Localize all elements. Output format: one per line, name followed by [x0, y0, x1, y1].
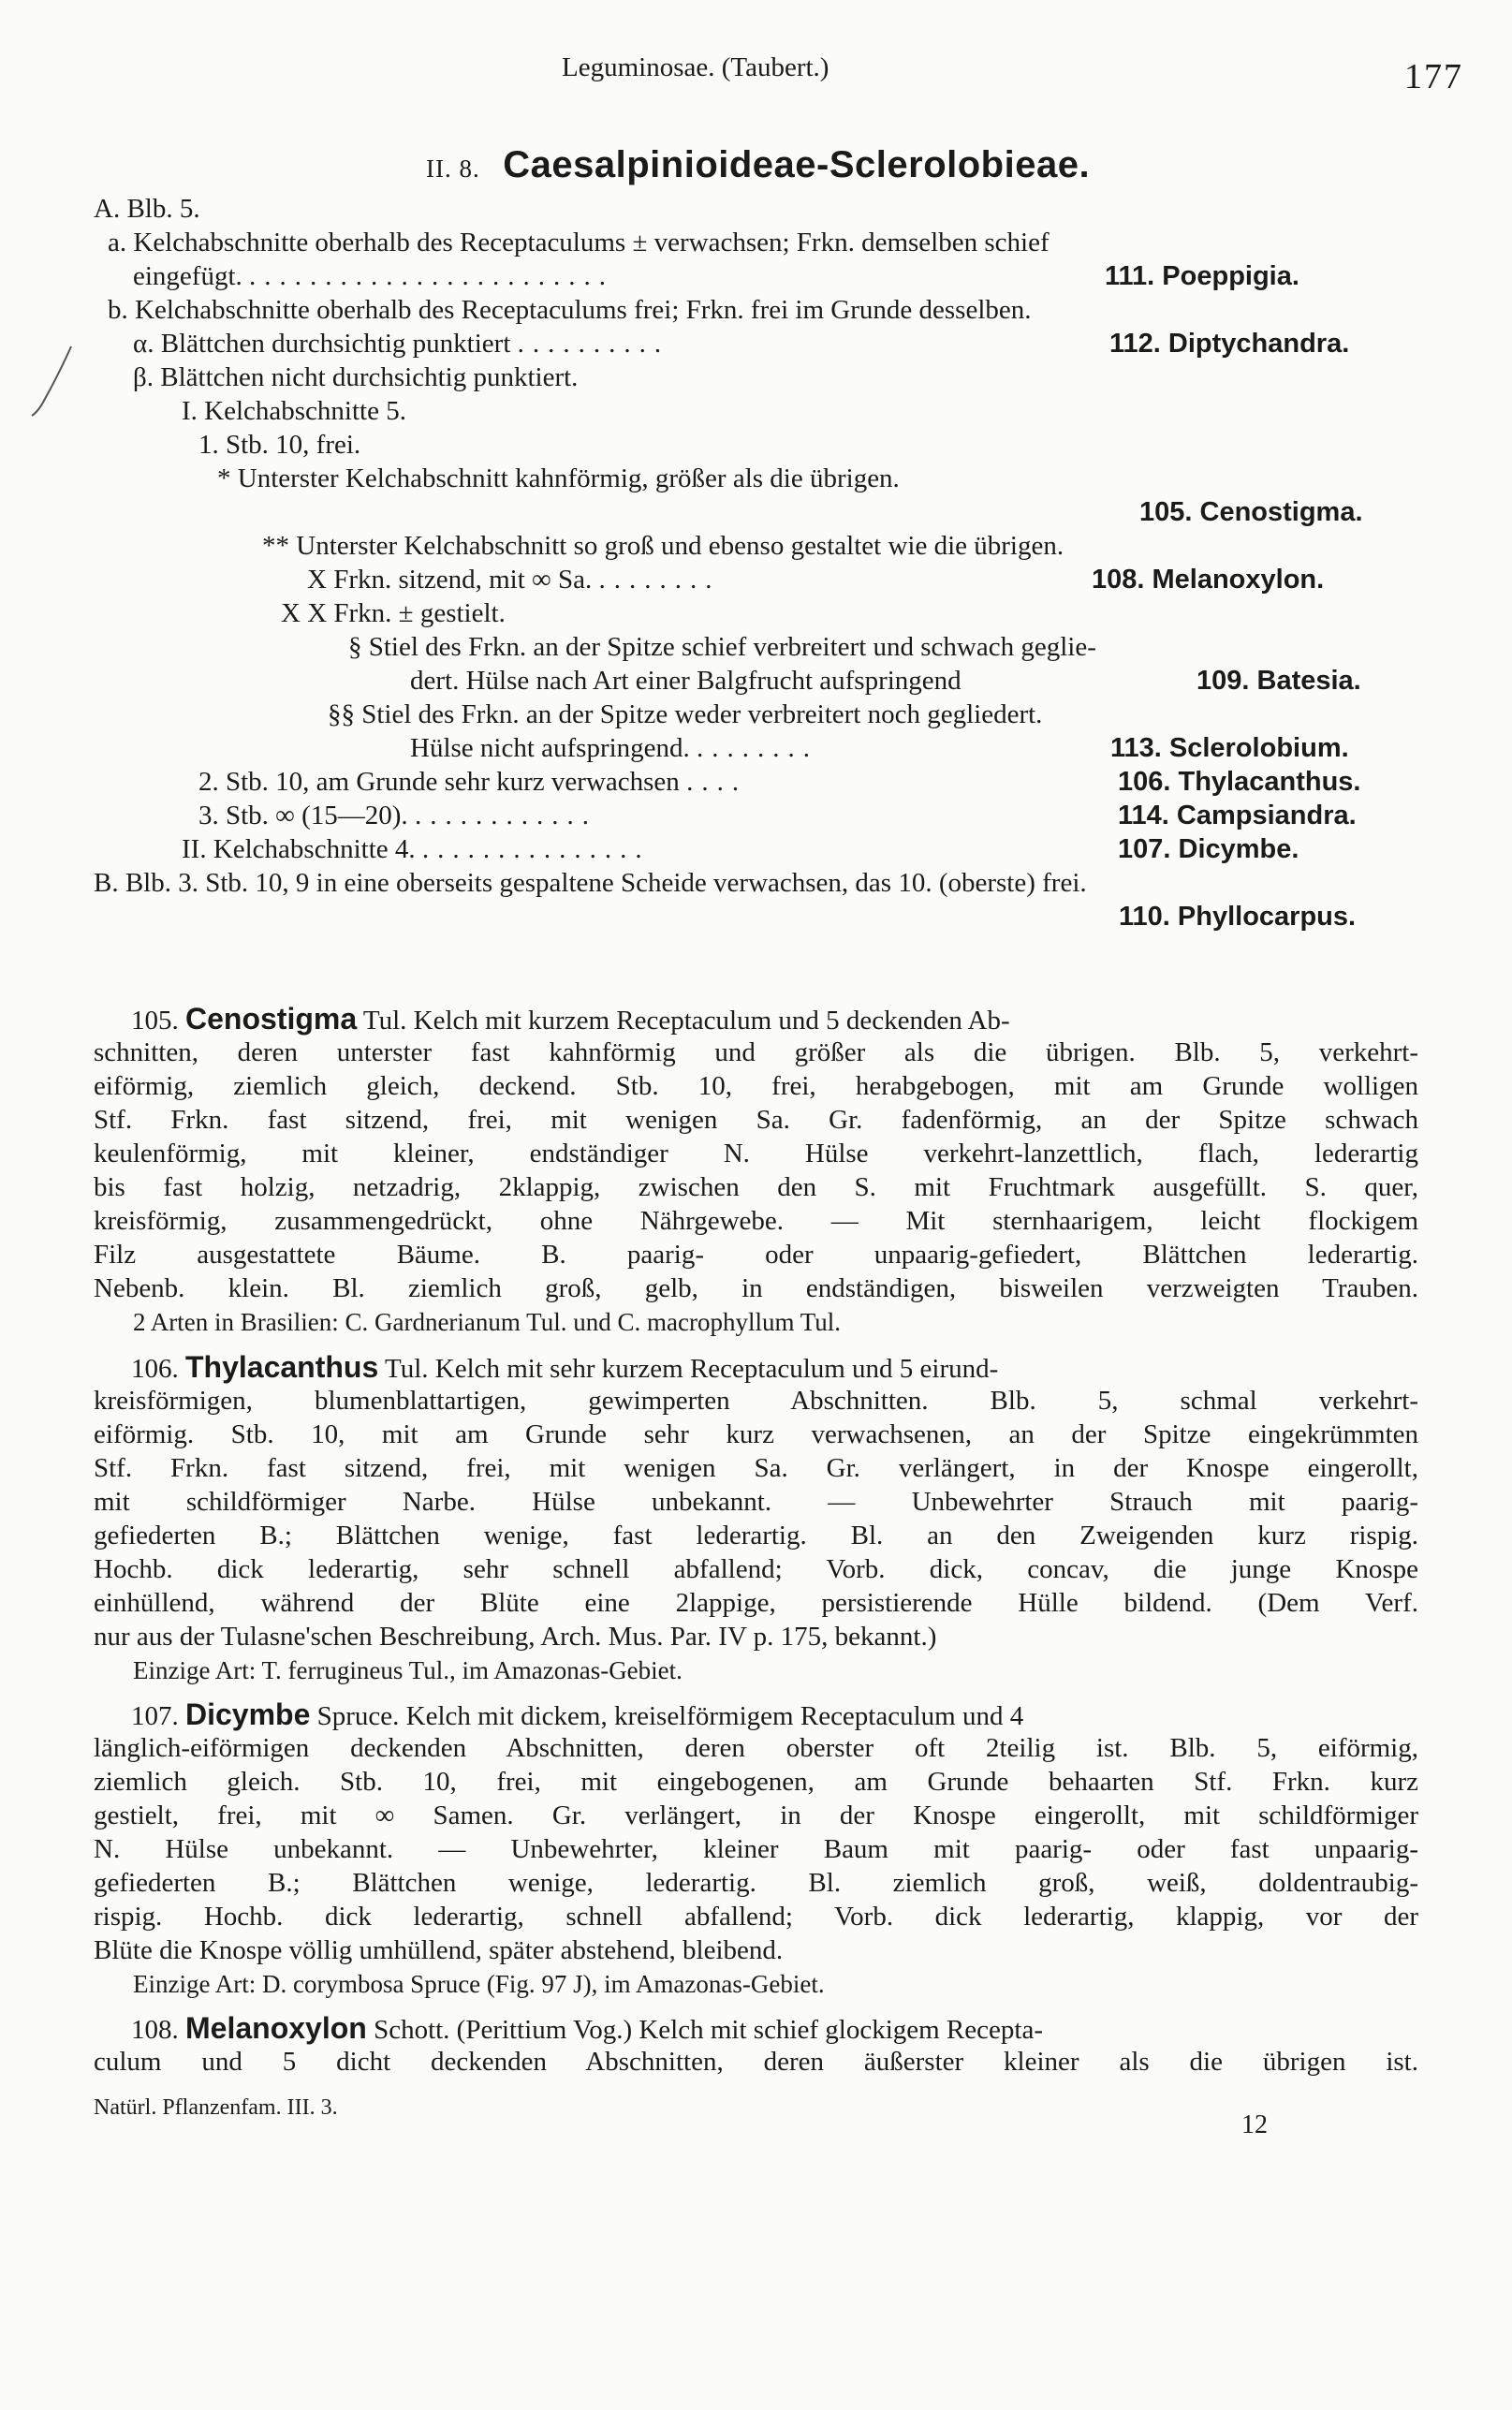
- key-line: ** Unterster Kelchabschnitt so groß und ebenso gestaltet wie die übrigen.: [262, 531, 1064, 561]
- key-target: 110. Phyllocarpus.: [1119, 902, 1357, 932]
- key-line: 1. Stb. 10, frei.: [198, 430, 361, 460]
- genus-first-line: 106. Thylacanthus Tul. Kelch mit sehr kurzem Receptaculum und 5 eirund-: [131, 1350, 999, 1384]
- section-number: II. 8.: [426, 154, 480, 183]
- printer-signature: Natürl. Pflanzenfam. III. 3.: [94, 2095, 338, 2120]
- genus-name: Dicymbe: [185, 1697, 311, 1731]
- sheet-number: 12: [1241, 2110, 1268, 2139]
- genus-text-line: rispig. Hochb. dick lederartig, schnell abfallend; Vorb. dick lederartig, klappig, vor der: [94, 1902, 1418, 1932]
- key-target: 112. Diptychandra.: [1109, 329, 1350, 359]
- genus-text-line: Nebenb. klein. Bl. ziemlich groß, gelb, in endständigen, bisweilen verzweigten Trauben.: [94, 1273, 1418, 1303]
- genus-text-line: kreisförmigen, blumenblattartigen, gewimperten Abschnitten. Blb. 5, schmal verkehrt-: [94, 1386, 1418, 1416]
- pencil-mark-icon: [30, 345, 75, 419]
- key-line: 2. Stb. 10, am Grunde sehr kurz verwachsen .... 106. Thylacanthus.: [198, 767, 1361, 797]
- genus-first-line: 107. Dicymbe Spruce. Kelch mit dickem, kreiselförmigem Receptaculum und 4: [131, 1697, 1024, 1731]
- genus-text-line: eiförmig, ziemlich gleich, deckend. Stb. 10, frei, herabgebogen, mit am Grunde wolligen: [94, 1071, 1418, 1101]
- key-line: dert. Hülse nach Art einer Balgfrucht aufspringend 109. Batesia.: [410, 666, 1361, 696]
- genus-name: Melanoxylon: [185, 2011, 367, 2045]
- key-target: 107. Dicymbe.: [1118, 834, 1299, 864]
- key-target: 114. Campsiandra.: [1118, 801, 1357, 830]
- key-line: Hülse nicht aufspringend. ........ 113. Sclerolobium.: [410, 733, 1349, 763]
- genus-text-line: Blüte die Knospe völlig umhüllend, später abstehend, bleibend.: [94, 1935, 784, 1965]
- genus-text-line: gestielt, frei, mit ∞ Samen. Gr. verlängert, in der Knospe eingerollt, mit schildförmiger: [94, 1800, 1418, 1830]
- genus-name: Cenostigma: [185, 1002, 358, 1036]
- key-line: * Unterster Kelchabschnitt kahnförmig, größer als die übrigen.: [217, 463, 900, 493]
- genus-first-line: 108. Melanoxylon Schott. (Perittium Vog.) Kelch mit schief glockigem Recepta-: [131, 2011, 1043, 2045]
- genus-text-line: mit schildförmiger Narbe. Hülse unbekannt. — Unbewehrter Strauch mit paarig-: [94, 1487, 1418, 1517]
- genus-text-line: Stf. Frkn. fast sitzend, frei, mit wenigen Sa. Gr. verlängert, in der Knospe eingerollt,: [94, 1453, 1418, 1483]
- genus-text-line: N. Hülse unbekannt. — Unbewehrter, kleiner Baum mit paarig- oder fast unpaarig-: [94, 1834, 1418, 1864]
- key-line: B. Blb. 3. Stb. 10, 9 in eine oberseits gespaltene Scheide verwachsen, das 10. (oberste) frei.: [94, 868, 1087, 898]
- key-target: 109. Batesia.: [1196, 666, 1361, 696]
- genus-text-line: bis fast holzig, netzadrig, 2klappig, zwischen den S. mit Fruchtmark ausgefüllt. S. quer,: [94, 1172, 1418, 1202]
- genus-first-line: 105. Cenostigma Tul. Kelch mit kurzem Receptaculum und 5 deckenden Ab-: [131, 1002, 1010, 1036]
- key-line: α. Blättchen durchsichtig punktiert .......... 112. Diptychandra.: [133, 329, 1350, 359]
- key-line: II. Kelchabschnitte 4. ............... 107. Dicymbe.: [182, 834, 1299, 864]
- key-target: 111. Poeppigia.: [1105, 261, 1299, 291]
- genus-species-note: 2 Arten in Brasilien: C. Gardnerianum Tul. und C. macrophyllum Tul.: [133, 1308, 841, 1336]
- genus-text-line: eiförmig. Stb. 10, mit am Grunde sehr kurz verwachsenen, an der Spitze eingekrümmten: [94, 1419, 1418, 1449]
- genus-text-line: Filz ausgestattete Bäume. B. paarig- oder unpaarig-gefiedert, Blättchen lederartig.: [94, 1240, 1418, 1270]
- key-line: A. Blb. 5.: [94, 194, 200, 224]
- genus-name: Thylacanthus: [185, 1350, 379, 1384]
- genus-text-line: gefiederten B.; Blättchen wenige, lederartig. Bl. ziemlich groß, weiß, doldentraubig-: [94, 1868, 1418, 1898]
- key-line: β. Blättchen nicht durchsichtig punktiert.: [133, 362, 579, 392]
- genus-text-line: Stf. Frkn. fast sitzend, frei, mit wenigen Sa. Gr. fadenförmig, an der Spitze schwach: [94, 1105, 1418, 1135]
- key-line: I. Kelchabschnitte 5.: [182, 396, 406, 426]
- genus-species-note: Einzige Art: T. ferrugineus Tul., im Amazonas-Gebiet.: [133, 1656, 683, 1684]
- genus-text-line: kreisförmig, zusammengedrückt, ohne Nährgewebe. — Mit sternhaarigem, leicht flockigem: [94, 1206, 1418, 1236]
- key-target: 106. Thylacanthus.: [1118, 767, 1361, 797]
- key-line: § Stiel des Frkn. an der Spitze schief verbreitert und schwach geglie-: [348, 632, 1096, 662]
- genus-text-line: länglich-eiförmigen deckenden Abschnitten, deren oberster oft 2teilig ist. Blb. 5, eiförmig,: [94, 1733, 1418, 1763]
- key-line: §§ Stiel des Frkn. an der Spitze weder verbreitert noch gegliedert.: [328, 699, 1043, 729]
- key-target: 113. Sclerolobium.: [1110, 733, 1349, 763]
- genus-text-line: schnitten, deren unterster fast kahnförmig und größer als die übrigen. Blb. 5, verkehrt-: [94, 1037, 1418, 1067]
- key-target: 108. Melanoxylon.: [1092, 565, 1325, 595]
- genus-text-line: Hochb. dick lederartig, sehr schnell abfallend; Vorb. dick, concav, die junge Knospe: [94, 1554, 1418, 1584]
- page-number: 177: [1404, 57, 1463, 96]
- genus-text-line: nur aus der Tulasne'schen Beschreibung, Arch. Mus. Par. IV p. 175, bekannt.): [94, 1622, 937, 1652]
- key-line: b. Kelchabschnitte oberhalb des Receptaculums frei; Frkn. frei im Grunde desselben.: [108, 295, 1032, 325]
- genus-species-note: Einzige Art: D. corymbosa Spruce (Fig. 97 J), im Amazonas-Gebiet.: [133, 1970, 825, 1998]
- genus-text-line: gefiederten B.; Blättchen wenige, fast lederartig. Bl. an den Zweigenden kurz rispig.: [94, 1521, 1418, 1550]
- section-name: Caesalpinioideae-Sclerolobieae.: [503, 144, 1091, 185]
- running-head: Leguminosae. (Taubert.): [562, 52, 829, 82]
- key-line: X Frkn. sitzend, mit ∞ Sa. ........ 108. Melanoxylon.: [307, 565, 1325, 595]
- key-line: a. Kelchabschnitte oberhalb des Receptaculums ± verwachsen; Frkn. demselben schief: [108, 228, 1050, 257]
- key-line: 3. Stb. ∞ (15—20). ............ 114. Campsiandra.: [198, 801, 1357, 830]
- genus-text-line: keulenförmig, mit kleiner, endständiger N. Hülse verkehrt-lanzettlich, flach, lederartig: [94, 1139, 1418, 1168]
- genus-text-line: ziemlich gleich. Stb. 10, frei, mit eingebogenen, am Grunde behaarten Stf. Frkn. kurz: [94, 1767, 1418, 1797]
- key-line: eingefügt. ........................ 111. Poeppigia.: [133, 261, 1299, 291]
- section-title: [426, 142, 1090, 187]
- key-target: 105. Cenostigma.: [1139, 497, 1363, 527]
- key-line: X X Frkn. ± gestielt.: [281, 598, 506, 628]
- genus-text-line: culum und 5 dicht deckenden Abschnitten, deren äußerster kleiner als die übrigen ist.: [94, 2047, 1418, 2077]
- genus-text-line: einhüllend, während der Blüte eine 2lappige, persistierende Hülle bildend. (Dem Verf.: [94, 1588, 1418, 1618]
